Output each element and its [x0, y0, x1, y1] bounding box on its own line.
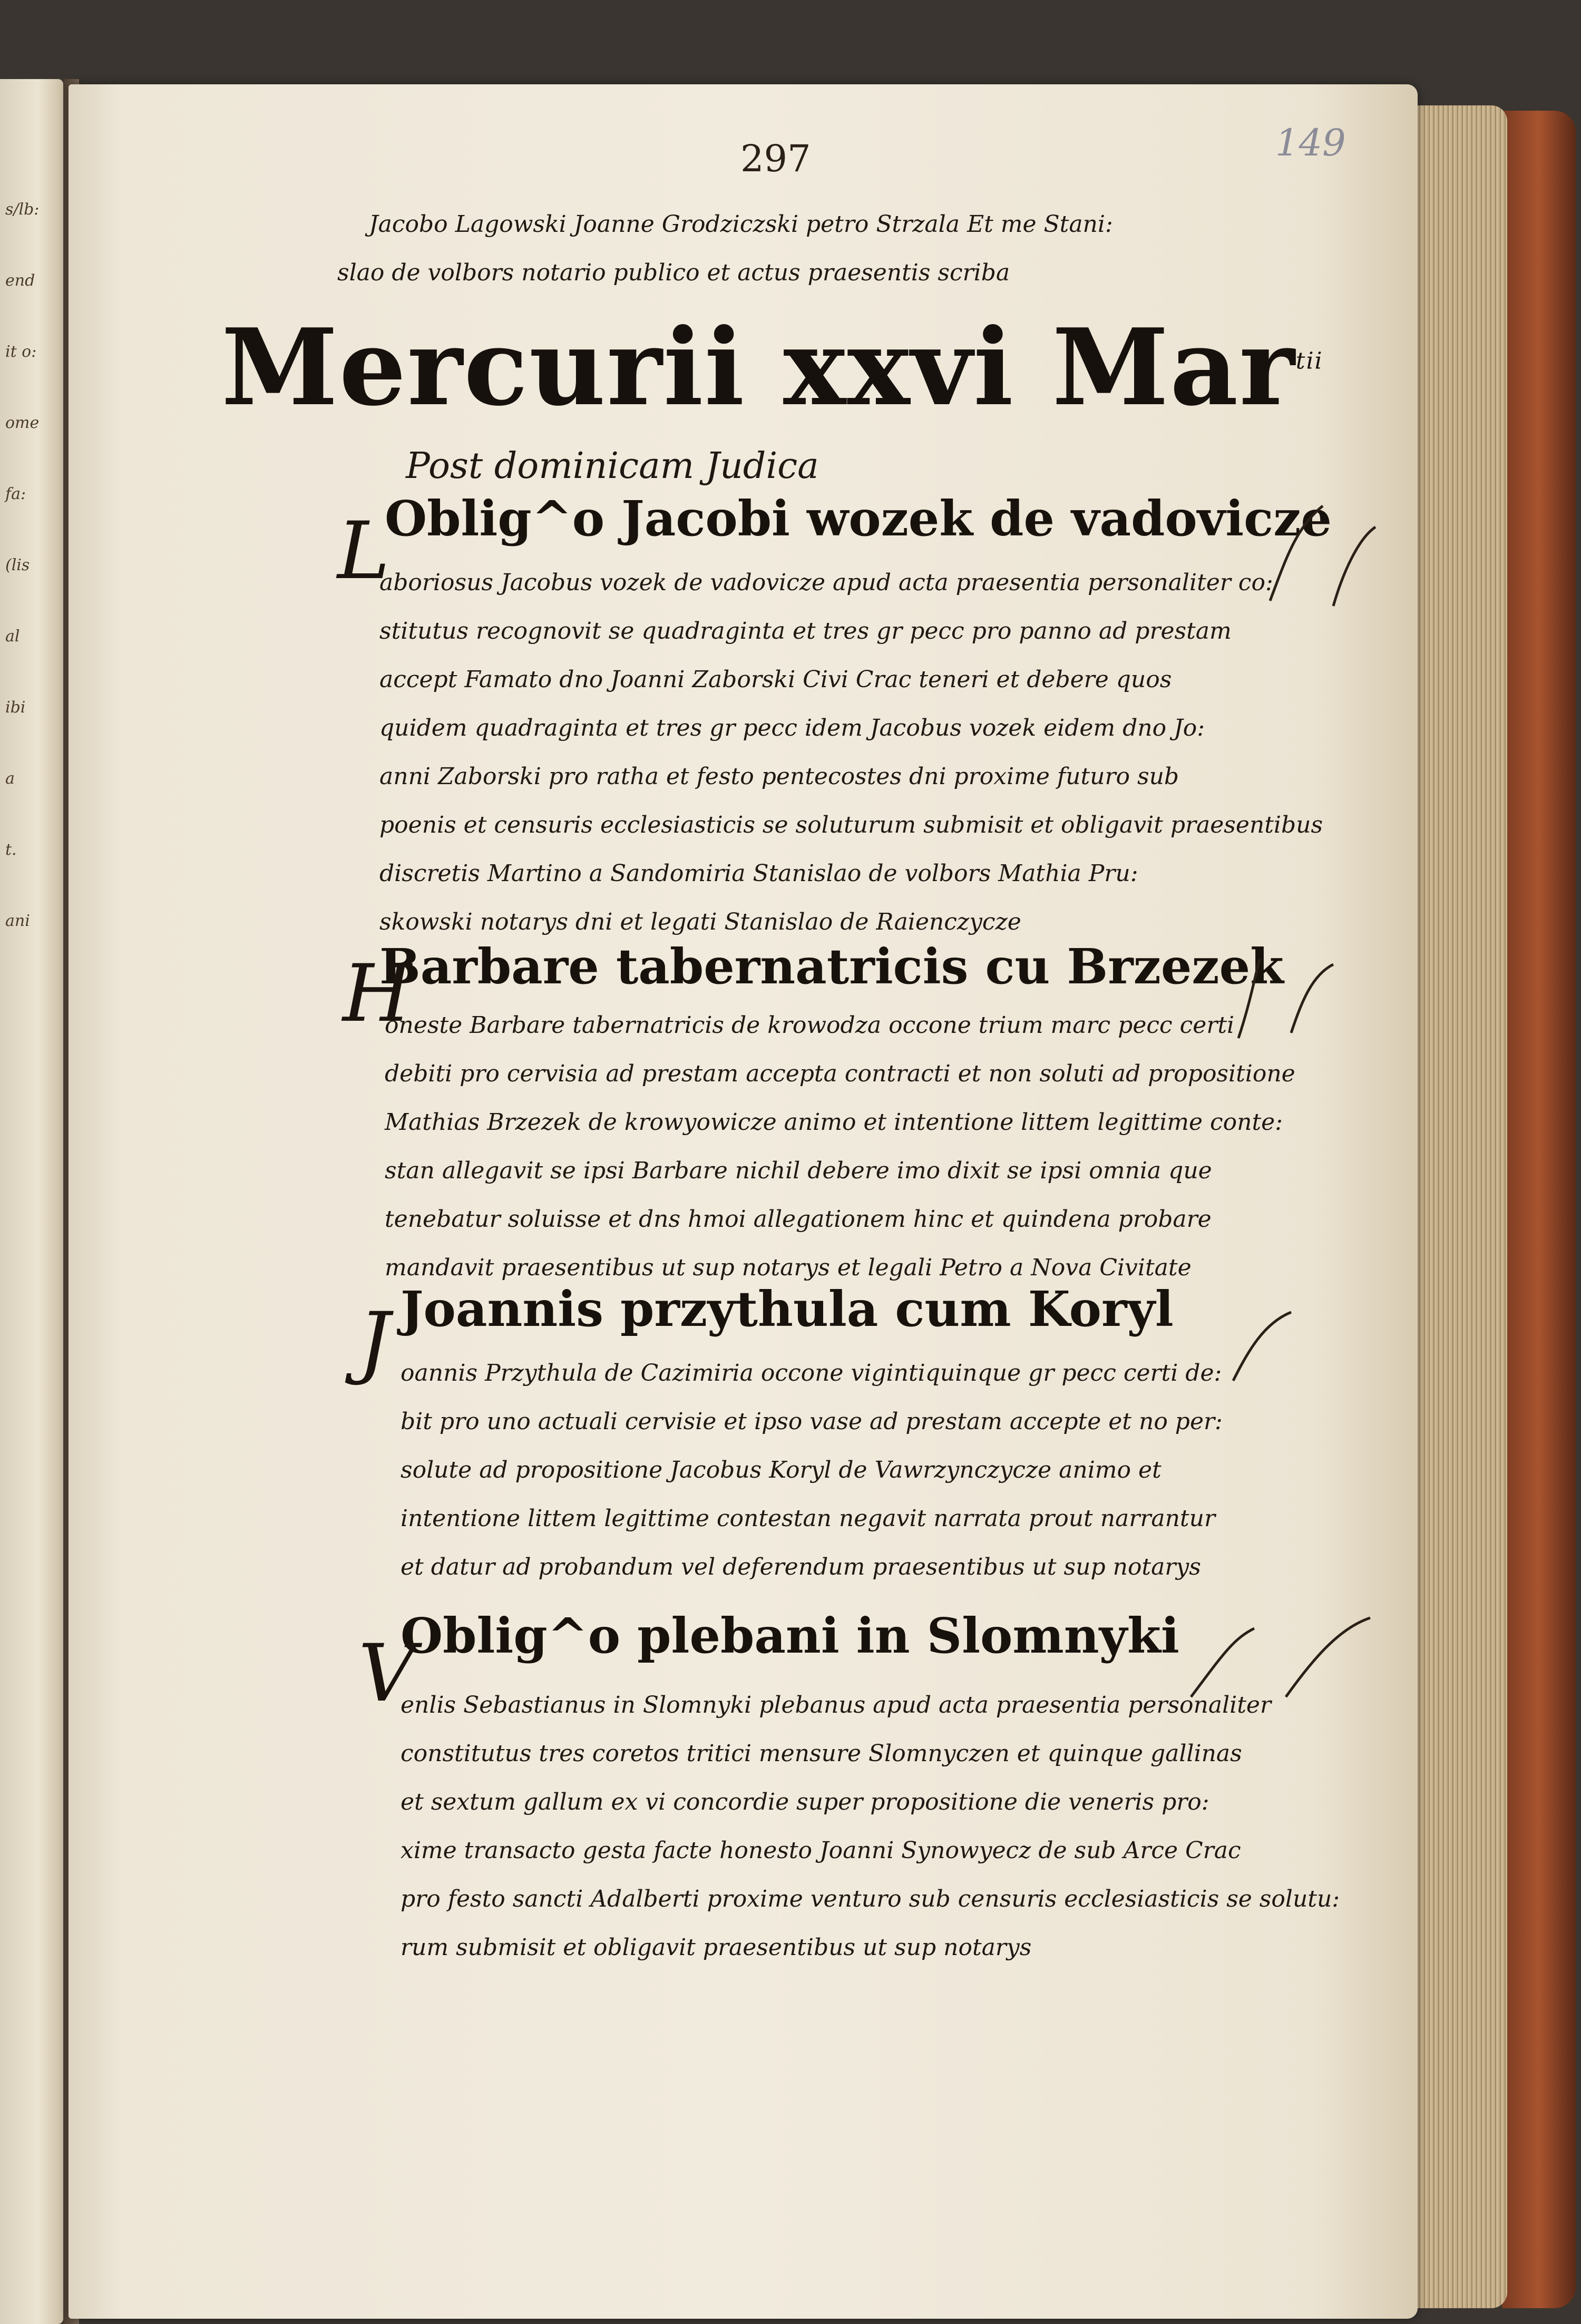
- decorated-initial: H: [343, 948, 412, 1040]
- fragment: end: [5, 271, 35, 290]
- text-line: stitutus recognovit se quadraginta et tres gr pecc pro panno ad prestam: [379, 618, 1232, 645]
- entry-heading: Oblig^o Jacobi wozek de vadovicze: [385, 490, 1332, 547]
- pen-flourish: [1180, 1607, 1381, 1702]
- entry-heading: Oblig^o plebani in Slomnyki: [401, 1607, 1179, 1664]
- pen-flourish: [1228, 949, 1354, 1043]
- text-line: accept Famato dno Joanni Zaborski Civi Crac teneri et debere quos: [379, 666, 1172, 693]
- fragment: a: [5, 769, 15, 788]
- text-line: mandavit praesentibus ut sup notarys et legali Petro a Nova Civitate: [385, 1254, 1192, 1281]
- fragment: ani: [5, 912, 30, 930]
- text-line: poenis et censuris ecclesiasticis se soluturum submisit et obligavit praesentibus: [379, 812, 1323, 838]
- fragment: it o:: [5, 343, 37, 361]
- text-line: Mathias Brzezek de krowyowicze animo et intentione littem legittime conte:: [385, 1109, 1283, 1136]
- fragment: t.: [5, 841, 17, 859]
- decorated-initial: J: [358, 1296, 391, 1388]
- text-line: oannis Przythula de Cazimiria occone vigintiquinque gr pecc certi de:: [401, 1360, 1222, 1386]
- date-heading-text: Mercurii xxvi Mar: [221, 306, 1296, 429]
- pen-flourish: [1254, 495, 1381, 611]
- text-line: bit pro uno actuali cervisie et ipso vase ad prestam accepte et no per:: [401, 1408, 1223, 1435]
- text-line: tenebatur soluisse et dns hmoi allegationem hinc et quindena probare: [385, 1206, 1212, 1233]
- text-line: quidem quadraginta et tres gr pecc idem Jacobus vozek eidem dno Jo:: [379, 715, 1205, 741]
- date-heading: [221, 306, 1323, 429]
- decorated-initial: V: [358, 1628, 416, 1720]
- text-line: skowski notarys dni et legati Stanislao de Raienczycze: [379, 909, 1021, 935]
- book-cover-edge: [1502, 111, 1576, 2308]
- text-line: xime transacto gesta facte honesto Joanni Synowyecz de sub Arce Crac: [401, 1837, 1241, 1864]
- entry-heading: Barbare tabernatricis cu Brzezek: [379, 938, 1284, 995]
- left-page-edge: [0, 79, 63, 2324]
- fragment: ome: [5, 414, 40, 432]
- text-line: discretis Martino a Sandomiria Stanislao de volbors Mathia Pru:: [379, 860, 1138, 887]
- text-line: anni Zaborski pro ratha et festo pentecostes dni proxime futuro sub: [379, 763, 1179, 790]
- fragment: s/lb:: [5, 200, 40, 219]
- pen-flourish: [1212, 1302, 1318, 1386]
- page-stack-edge: [1418, 105, 1507, 2308]
- text-line: solute ad propositione Jacobus Koryl de Vawrzynczycze animo et: [401, 1457, 1162, 1483]
- left-page-text-fragments: [5, 200, 58, 983]
- text-line: aboriosus Jacobus vozek de vadovicze apud acta praesentia personaliter co:: [379, 569, 1273, 596]
- folio-number-pencil: 149: [1275, 121, 1346, 164]
- fragment: ibi: [5, 698, 26, 717]
- text-line: enlis Sebastianus in Slomnyki plebanus apud acta praesentia personaliter: [401, 1692, 1271, 1718]
- fragment: al: [5, 627, 20, 646]
- text-line: intentione littem legittime contestan negavit narrata prout narrantur: [401, 1505, 1215, 1532]
- decorated-initial: L: [337, 505, 390, 597]
- intro-line: Jacobo Lagowski Joanne Grodziczski petro Strzala Et me Stani:: [369, 211, 1113, 238]
- text-line: rum submisit et obligavit praesentibus ut sup notarys: [401, 1934, 1032, 1961]
- date-heading-suffix: tii: [1295, 347, 1323, 375]
- fragment: fa:: [5, 485, 26, 503]
- text-line: constitutus tres coretos tritici mensure Slomnyczen et quinque gallinas: [401, 1740, 1242, 1767]
- entry-heading: Joannis przythula cum Koryl: [401, 1281, 1174, 1337]
- text-line: debiti pro cervisia ad prestam accepta contracti et non soluti ad propositione: [385, 1060, 1295, 1087]
- date-subheading: Post dominicam Judica: [406, 445, 819, 487]
- text-line: oneste Barbare tabernatricis de krowodza occone trium marc pecc certi: [385, 1012, 1235, 1039]
- text-line: et sextum gallum ex vi concordie super propositione die veneris pro:: [401, 1789, 1209, 1815]
- fragment: (lis: [5, 556, 30, 574]
- text-line: stan allegavit se ipsi Barbare nichil debere imo dixit se ipsi omnia que: [385, 1157, 1212, 1184]
- text-line: pro festo sancti Adalberti proxime venturo sub censuris ecclesiasticis se solutu:: [401, 1886, 1340, 1912]
- intro-line: slao de volbors notario publico et actus praesentis scriba: [337, 259, 1010, 286]
- folio-number-ink: 297: [740, 137, 811, 180]
- text-line: et datur ad probandum vel deferendum praesentibus ut sup notarys: [401, 1554, 1201, 1580]
